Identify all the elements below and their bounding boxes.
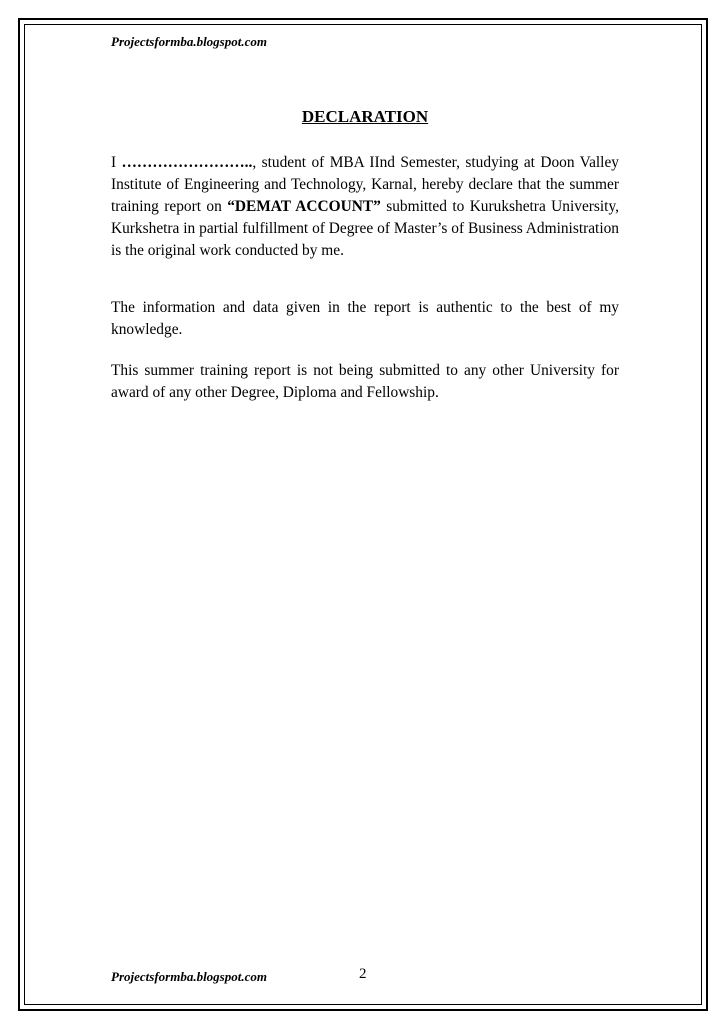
report-title: “DEMAT ACCOUNT” bbox=[227, 198, 381, 215]
page-title bbox=[0, 107, 728, 127]
page-footer: Projectsformba.blogspot.com bbox=[111, 969, 267, 984]
paragraph-authenticity: The information and data given in the report is authentic to the best of my knowledge. bbox=[111, 299, 619, 338]
name-blank: …………………….. bbox=[121, 154, 253, 171]
page-number: 2 bbox=[359, 966, 367, 982]
paragraph-prefix: I bbox=[111, 154, 122, 171]
paragraph-text-part1: , student of MBA IInd Semester, studying at Doon Valley Institute of Engineering and Technology, Karnal, hereby declare that the summer training report on bbox=[111, 154, 619, 215]
paragraph-text-part2: submitted to Kurukshetra University, Kurkshetra in partial fulfillment of Degree of Master’s of Business Administration is the original work conducted by me. bbox=[111, 198, 619, 259]
page-header: Projectsformba.blogspot.com bbox=[111, 34, 267, 49]
paragraph-not-submitted: This summer training report is not being submitted to any other University for award of any other Degree, Diploma and Fellowship. bbox=[111, 362, 619, 401]
title-text: DECLARATION bbox=[301, 107, 429, 126]
paragraph-declaration bbox=[111, 152, 619, 262]
